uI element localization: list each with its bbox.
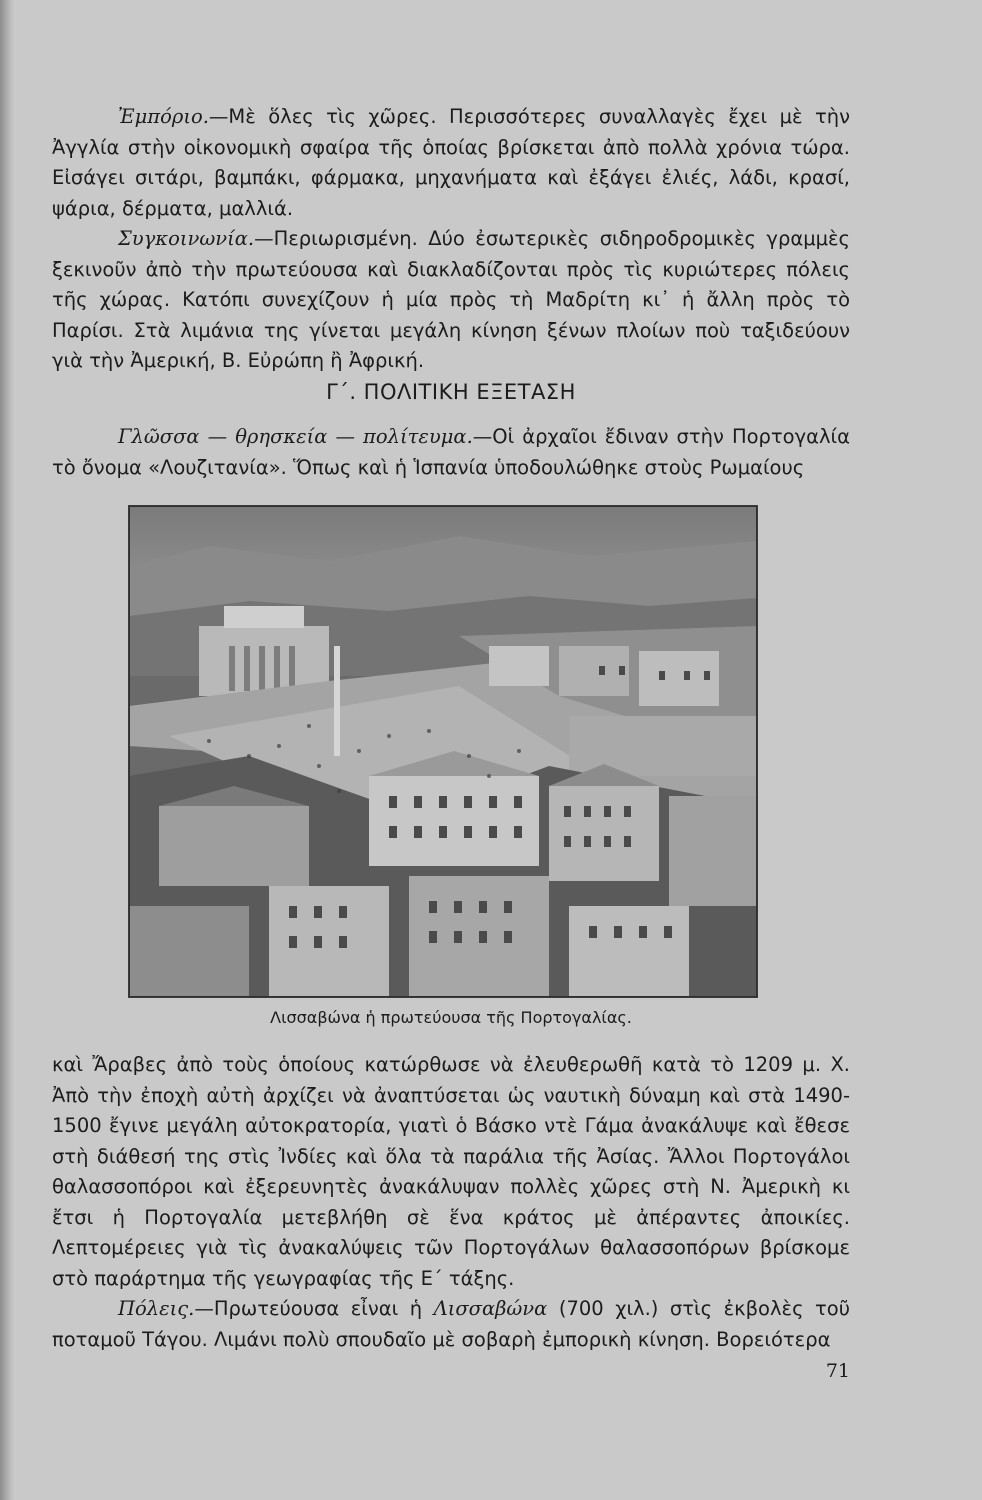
paragraph-cities-text-a: —Πρωτεύουσα εἶναι ἡ	[194, 1297, 434, 1320]
capital-city-name: Λισσαβώνα	[433, 1297, 548, 1320]
page-number: 71	[825, 1360, 850, 1382]
paragraph-commerce-text: —Μὲ ὅλες τὶς χῶρες. Περισσότερες συναλλαγὲς ἔχει μὲ τὴν Ἀγγλία στὴν οἰκονομικὴ σφαίρα τῆς ὁποίας βρίσκεται ἀπὸ πολλὰ χρόνια τώρα. Εἰσάγει σιτάρι, βαμπάκι, φάρμακα, μηχανήματα καὶ ἐξάγει ἐλιές, λάδι, κρασί, ψάρια, δέρματα, μαλλιά.	[52, 105, 850, 220]
lisbon-photo	[128, 505, 758, 998]
paragraph-transport-heading: Συγκοινωνία.	[118, 227, 255, 250]
page-binding-edge	[0, 0, 14, 1500]
paragraph-cities	[52, 1294, 850, 1355]
top-text-block	[52, 102, 850, 377]
bottom-text-block	[52, 1050, 850, 1355]
paragraph-language-heading: Γλῶσσα — θρησκεία — πολίτευμα.	[118, 425, 473, 448]
paragraph-history: καὶ Ἄραβες ἀπὸ τοὺς ὁποίους κατώρθωσε νὰ ἐλευθερωθῆ κατὰ τὸ 1209 μ. Χ. Ἀπὸ τὴν ἐποχὴ αὐτὴ ἀρχίζει νὰ ἀναπτύσεται ὡς ναυτικὴ δύναμη καὶ στὰ 1490-1500 ἔγινε μεγάλη αὐτοκρατορία, γιατὶ ὁ Βάσκο ντὲ Γάμα ἀνακάλυψε καὶ ἔθεσε στὴ διάθεσή της στὶς Ἰνδίες καὶ ὅλα τὰ παράλια τῆς Ἀσίας. Ἄλλοι Πορτογάλοι θαλασσοπόροι καὶ ἐξερευνητὲς ἀνακάλυψαν πολλὲς χῶρες στὴ Ν. Ἀμερικὴ κι ἔτσι ἡ Πορτογαλία μετεβλήθη σὲ ἕνα κράτος μὲ ἀπέραντες ἀποικίες. Λεπτομέρειες γιὰ τὶς ἀνακαλύψεις τῶν Πορτογάλων θαλασσοπόρων βρίσκομε στὸ παράρτημα τῆς γεωγραφίας τῆς Ε΄ τάξης.	[52, 1053, 850, 1290]
photo-caption: Λισσαβώνα ἡ πρωτεύουσα τῆς Πορτογαλίας.	[270, 1008, 632, 1027]
paragraph-transport-text: —Περιωρισμένη. Δύο ἐσωτερικὲς σιδηροδρομικὲς γραμμὲς ξεκινοῦν ἀπὸ τὴν πρωτεύουσα καὶ διακλαδίζονται πρὸς τὶς κυριώτερες πόλεις τῆς χώρας. Κατόπι συνεχίζουν ἡ μία πρὸς τὴ Μαδρίτη κι᾿ ἡ ἄλλη πρὸς τὸ Παρίσι. Στὰ λιμάνια της γίνεται μεγάλη κίνηση ξένων πλοίων ποὺ ταξιδεύουν γιὰ τὴν Ἀμερική, Β. Εὐρώπη ἢ Ἀφρική.	[52, 227, 850, 372]
paragraph-language	[52, 422, 850, 483]
paragraph-cities-heading: Πόλεις.	[118, 1297, 195, 1320]
paragraph-language-text: —Οἱ ἀρχαῖοι ἔδιναν στὴν Πορτογαλία τὸ ὄνομα «Λουζιτανία». Ὅπως καὶ ἡ Ἱσπανία ὑποδουλώθηκε στοὺς Ρωμαίους	[52, 425, 850, 479]
section-heading: Γ΄. ΠΟΛΙΤΙΚΗ ΕΞΕΤΑΣΗ	[326, 380, 576, 404]
language-text-block	[52, 422, 850, 483]
paragraph-cities-text-b: (700 χιλ.) στὶς ἐκβολὲς τοῦ ποταμοῦ Τάγου. Λιμάνι πολὺ σπουδαῖο μὲ σοβαρὴ ἐμπορικὴ κίνηση. Βορειότερα	[52, 1297, 850, 1351]
paragraph-transport	[52, 224, 850, 377]
paragraph-commerce-heading: Ἐμπόριο.	[118, 105, 209, 128]
paragraph-commerce	[52, 102, 850, 224]
